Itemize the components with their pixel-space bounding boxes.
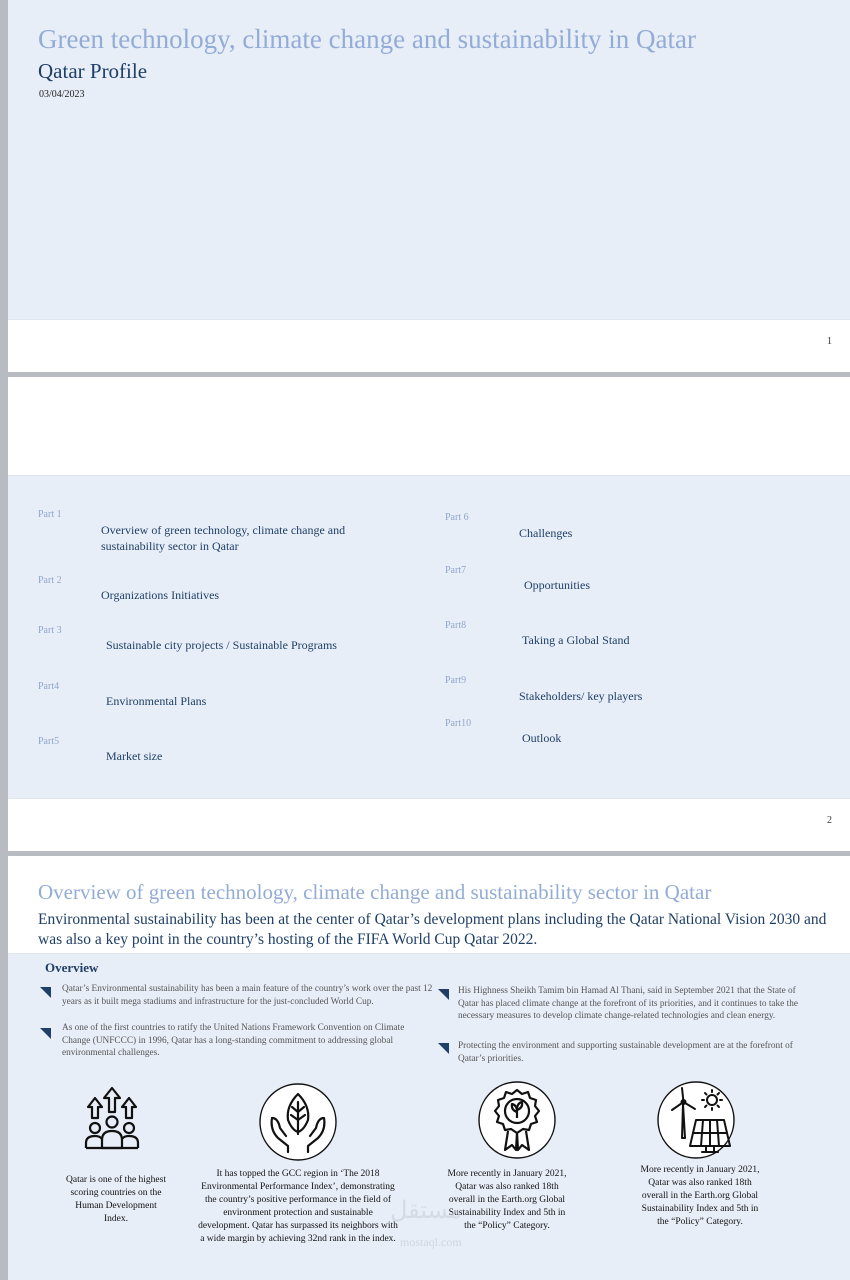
bullet-text: As one of the first countries to ratify the United Nations Framework Convention on Climate Change (UNFCCC) in 1996, Qatar has a long-standing commitment to addressing global environmental challenges. [62,1023,405,1058]
slide-footer [8,798,850,851]
part-title: Sustainable city projects / Sustainable Programs [106,638,337,652]
part-label: Part4 [38,681,60,692]
fact-caption: Qatar is one of the highest scoring countries on the Human Development Index. [66,1175,166,1224]
slide-header-band [8,377,850,476]
part-title: Environmental Plans [106,694,207,708]
part-label: Part7 [445,565,467,576]
fact-caption: More recently in January 2021, Qatar was also ranked 18th overall in the Earth.org Global Sustainability Index and 5th in the “Policy” Category. [447,1169,567,1231]
solar-wind-icon [656,1080,736,1160]
part-label: Part 1 [38,509,62,520]
part-label: Part10 [445,718,472,729]
bullet-arrow-icon [40,1028,51,1039]
hands-leaf-icon [258,1082,338,1162]
part-title: Outlook [522,731,562,745]
bullet-arrow-icon [438,1043,449,1054]
slide-date: 03/04/2023 [39,89,85,100]
slide-2 [8,377,850,851]
part-label: Part8 [445,620,467,631]
part-title: Organizations Initiatives [101,588,220,602]
page-number: 1 [827,336,832,347]
fact-caption: It has topped the GCC region in ‘The 2018 Environmental Performance Index’, demonstrating the country’s positive performance in the field of environment protection and sustainable development. Qatar has surpassed its neighbors with a wide margin by achieving 32nd rank in the index. [198,1169,398,1244]
bullet-text: Protecting the environment and supporting sustainable development are at the forefront of Qatar’s priorities. [458,1041,793,1064]
fact-caption: More recently in January 2021, Qatar was also ranked 18th overall in the Earth.org Global Sustainability Index and 5th in the “Policy” Category. [640,1165,760,1227]
part-title: Taking a Global Stand [522,633,630,647]
slide-3 [8,856,850,1280]
part-label: Part 6 [445,512,469,523]
slide-title: Green technology, climate change and sustainability in Qatar [38,24,697,54]
part-label: Part 3 [38,625,62,636]
part-title: Overview of green technology, climate change and sustainability sector in Qatar [101,523,346,553]
eco-award-icon [477,1080,557,1160]
watermark-url: mostaql.com [400,1235,462,1249]
watermark-logo: مستقل [390,1198,462,1224]
slide-footer [8,319,850,372]
slide-intro: Environmental sustainability has been at the center of Qatar’s development plans including the Qatar National Vision 2030 and was also a key point in the country’s hosting of the FIFA World Cup Qatar 2022. [38,911,827,948]
part-title: Market size [106,749,163,763]
part-title: Stakeholders/ key players [519,689,643,703]
part-label: Part5 [38,736,60,747]
slide-title: Overview of green technology, climate change and sustainability sector in Qatar [38,880,712,904]
page-number: 2 [827,815,832,826]
bullet-text: His Highness Sheikh Tamim bin Hamad Al Thani, said in September 2021 that the State of Qatar has placed climate change at the forefront of its priorities, and it continues to take the necessary measures to develop climate change-related technologies and clean energy. [458,986,798,1021]
bullet-text: Qatar’s Environmental sustainability has been a main feature of the country’s work over the past 12 years as it built mega stadiums and infrastructure for the just-concluded World Cup. [62,984,433,1007]
slide-subtitle: Qatar Profile [38,59,148,83]
part-label: Part9 [445,675,467,686]
bullet-arrow-icon [40,987,51,998]
slide-1 [8,0,850,372]
overview-heading: Overview [45,960,99,975]
bullet-arrow-icon [438,989,449,1000]
part-title: Challenges [519,526,573,540]
part-title: Opportunities [524,578,590,592]
people-growth-icon [80,1084,144,1154]
part-label: Part 2 [38,575,62,586]
